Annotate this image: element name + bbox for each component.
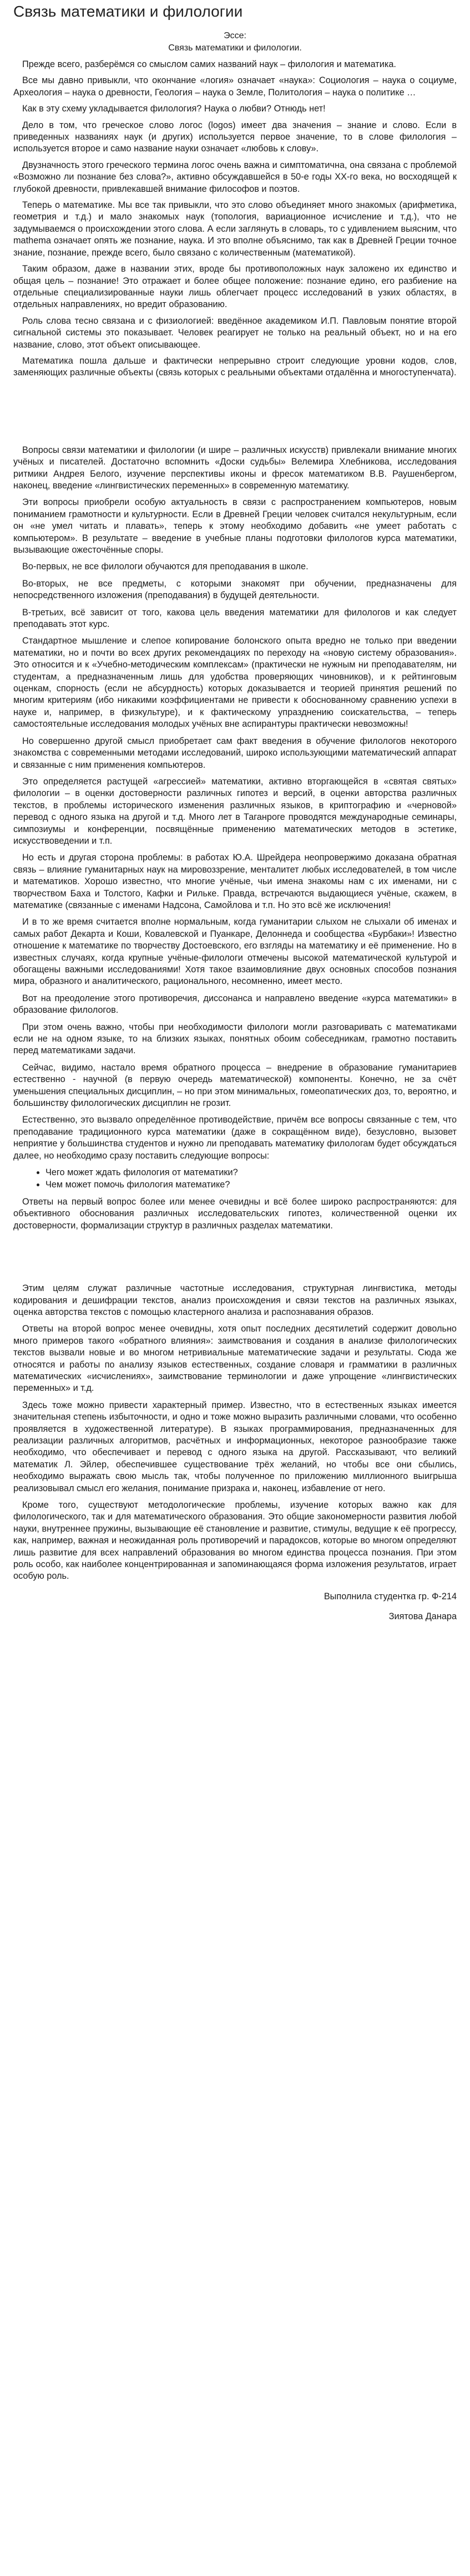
list-item: • Чего может ждать филология от математики?	[46, 1167, 457, 1179]
paragraph: Вот на преодоление этого противоречия, диссонанса и направлено введение «курса математики» в образование филологов.	[13, 993, 457, 1016]
signature-block	[13, 1590, 457, 1623]
paragraph: Роль слова тесно связана и с физиологией: введённое академиком И.П. Павловым понятие второй сигнальной системы это показывает. Человек реагирует не только на реальный объект, но и на его название, слово, этот объект описывающее.	[13, 315, 457, 350]
essay-section-intro	[13, 59, 457, 379]
paragraph: Во-первых, не все филологи обучаются для преподавания в школе.	[22, 562, 309, 572]
paragraph: Сейчас, видимо, настало время обратного процесса – внедрение в образование гуманитариев естественно - научной (в первую очередь математической) компоненты. Конечно, не за счёт уменьшения специальных дисциплин, – но при этом минимальных, гомеопатических доз, то, вероятно, и большинству филологических дисциплин не грозит.	[13, 1062, 457, 1109]
paragraph: Естественно, это вызвало определённое противодействие, причём все вопросы связанные с тем, что преподавание традиционного курса математики (даже в сокращённом виде), безусловно, вызовет неприятие у большинства студентов и нужно ли преподавать математику филологам будет обсуждаться далее, но необходимо сразу поставить следующие вопросы:	[13, 1115, 457, 1161]
author-name: Зиятова Данара	[388, 1611, 457, 1621]
paragraph: Но совершенно другой смысл приобретает сам факт введения в обучение филологов некоторого знакомства с современными методами исследований, широко использующими математический аппарат и связанные с ним применения компьютеров.	[13, 736, 457, 770]
paragraph: В-третьих, всё зависит от того, какова цель введения математики для филологов и как следует преподавать этот курс.	[13, 607, 457, 630]
paragraph: Математика пошла дальше и фактически непрерывно строит следующие уровни кодов, слов, заменяющих различные объекты (связь которых с реальными объектами отдалённа и многоступенчата).	[13, 355, 457, 378]
essay-title: Связь математики и филологии.	[168, 43, 302, 53]
paragraph: Таким образом, даже в названии этих, вроде бы противоположных наук заложено их единство и общая цель – познание! Это отражает и более общее положение: познание едино, его разбиение на отдельные специализированные науки лишь облегчает процесс исследований в узких областях, в отдельных направлениях, но вредит образованию.	[13, 264, 457, 310]
paragraph: Эти вопросы приобрели особую актуальность в связи с распространением компьютеров, новым пониманием грамотности и культурности. Если в Древней Греции человек считался некультурным, если он «не умел читать и плавать», теперь к этому необходимо добавить «не умеет работать с компьютером». В результате – введение в учебные планы подготовки филологов курса математики, вызывающие ожесточённые споры.	[13, 497, 457, 555]
paragraph: Ответы на первый вопрос более или менее очевидны и всё более широко распространяются: для объективного обоснования различных исследовательских гипотез, количественной оценки их достоверности, формализации структур в различных разделах математики.	[13, 1196, 457, 1231]
paragraph: Стандартное мышление и слепое копирование болонского опыта вредно не только при введении математики, но и почти во всех других рекомендациях по переходу на «новую систему образования». Это относится и к «Учебно-методическим комплексам» (практически не нужным ни преподавателям, ни студентам, а предназначенным лишь для удобства проверяющих чиновников), и к рейтинговым оценкам, спорность (если не абсурдность) которых доказывается и теорией принятия решений по многим критериям (ибо никакими коэффициентами не привести к обоснованному сравнению успехи в науке и, например, в физкультуре), и к фактическому упразднению соискательства, – теперь самостоятельные исследования молодых учёных вне аспирантуры практически невозможны!	[13, 636, 457, 730]
essay-label: Эссе:	[224, 31, 246, 40]
paragraph: Кроме того, существуют методологические проблемы, изучение которых важно как для филологического, так и для математического образования. Это общие закономерности развития любой науки, внутреннее пружины, вызывающие её становление и развитие, стимулы, ведущие к её прогрессу, как, например, важная и неожиданная роль противоречий и парадоксов, которые во многом определяют лишь развитие для всех направлений образования во многом единства процесса познания. При этом роль особо, как наиболее концентрированная и запоминающаяся форма изложения результатов, играет особую роль.	[13, 1500, 457, 1582]
list-item: • Чем может помочь филология математике?	[46, 1179, 457, 1191]
questions-list	[13, 1167, 457, 1191]
paragraph: Но есть и другая сторона проблемы: в работах Ю.А. Шрейдера неопровержимо доказана обратная связь – влияние гуманитарных наук на мировоззрение, менталитет любых исследователей, в том числе и математиков. Хорошо известно, что многие учёные, чьи имена знакомы нам с их именами, ни с творчеством Баха и Толстого, Кафки и Рильке. Правда, встречаются выдающиеся учёные, скажем, в математике (связанные с именами Надсона, Самойлова и т.п. Но это всё же исключения!	[13, 853, 457, 910]
paragraph: Двузначность этого греческого термина логос очень важна и симптоматична, она связана с проблемой «Возможно ли познание без слова?», активно обсуждавшейся в 50-е годы XX-го века, но восходящей к глубокой древности, привлекавшей внимание философов и поэтов.	[13, 160, 457, 194]
essay-section-main	[13, 445, 457, 1232]
page-title: Связь математики и филологии	[13, 3, 243, 20]
paragraph: Это определяется растущей «агрессией» математики, активно вторгающейся в «святая святых» филологии – в оценки достоверности различных гипотез и версий, в оценки авторства различных текстов, в проблемы исторического изменения различных языков, в криптографию и «черновой» перевод с одного языка на другой и т.д. Много лет в Таганроге проводятся международные семинары, симпозиумы и конференции, посвящённые применению математических методов в эстетике, искусствоведении и т.п.	[13, 776, 457, 846]
essay-section-conclusion	[13, 1283, 457, 1583]
paragraph: Во-вторых, не все предметы, с которыми знакомят при обучении, предназначены для непосредственного изложения (преподавания) в будущей деятельности.	[13, 578, 457, 601]
paragraph: Вопросы связи математики и филологии (и шире – различных искусств) привлекали внимание многих учёных и писателей. Достаточно вспомнить «Доски судьбы» Велемира Хлебникова, исследования ритмики Андрея Белого, изучение перспективы иконы и фресок математиком В.В. Раушенбергом, наконец, введение «лингвистических переменных» в современную математику.	[13, 445, 457, 491]
paragraph: Дело в том, что греческое слово логос (logos) имеет два значения – знание и слово. Если в приведенных названиях наук (и других) используется первое значение, то в слове филология – используется второе и само название науки означает «любовь к слову».	[13, 120, 457, 154]
paragraph: Этим целям служат различные частотные исследования, структурная лингвистика, методы кодирования и дешифрации текстов, анализ происхождения и связи текстов на различных языках, оценка авторства текстов с помощью кластерного анализа и распознавания образов.	[13, 1283, 457, 1317]
paragraph: И в то же время считается вполне нормальным, когда гуманитарии слыхом не слыхали об именах и самых работ Декарта и Коши, Ковалевской и Пуанкаре, Делоннеда и сообщества «Бурбаки»! Известно отношение к математике по творчеству Достоевского, его взгляды на математику и её применение. Но в известных случаях, когда крупные учёные-филологи отмечены высокой математической культурой и обогащены важными исследованиями! Хотя такое взаимовлияние двух основных способов познания мира, образного и аналитического, рационального, несомненно, имеет место.	[13, 917, 457, 987]
author-line: Выполнила студентка гр. Ф-214	[324, 1591, 457, 1601]
paragraph: Все мы давно привыкли, что окончание «логия» означает «наука»: Социология – наука о социуме, Археология – наука о древности, Геология – наука о Земле, Политология – наука о политике …	[13, 75, 457, 98]
paragraph: Прежде всего, разберёмся со смыслом самих названий наук – филология и математика.	[22, 59, 396, 69]
paragraph: Здесь тоже можно привести характерный пример. Известно, что в естественных языках имеется значительная степень избыточности, и одно и тоже можно выразить различными словами, что особенно проявляется в художественной литературе). В языках программирования, предназначенных для реализации различных алгоритмов, расчётных и информационных, некоторое разнообразие также необходимо, что обеспечивает и перевод с одного языка на другой. Рассказывают, что великий математик Л. Эйлер, обеспечившее существование трёх желаний, но чтобы все они сбылись, необходимо выражать свою мысль так, чтобы полученное по приложению миллионного выигрыша реализовывал смысл его желания, понимание призрака и, наконец, избавление от него.	[13, 1400, 457, 1493]
paragraph: При этом очень важно, чтобы при необходимости филологи могли разговаривать с математиками если не на одном языке, то на близких языках, понятных обоим собеседникам, грамотно поставить перед математиками задачи.	[13, 1022, 457, 1056]
paragraph: Как в эту схему укладывается филология? Наука о любви? Отнюдь нет!	[22, 104, 326, 114]
paragraph: Теперь о математике. Мы все так привыкли, что это слово объединяет много знакомых (арифметика, геометрия и т.д.) и мало знакомых наук (топология, вариационное исчисление и т.д.), что не задумываемся о происхождении этого слова. А если заглянуть в словарь, то с удивлением выясним, что mathema означает опять же познание, наука. И это вполне объяснимо, так как в Древней Греции точное знание, познание, прежде всего, было связано с количественным (математикой).	[13, 200, 457, 258]
paragraph: Ответы на второй вопрос менее очевидны, хотя опыт последних десятилетий содержит довольно много примеров такого «обратного влияния»: заимствования и создания в анализе филологических текстов вызвали новые и во многом нетривиальные математические задачи и результаты. Сюда же относятся и работы по анализу языков естественных, создание словаря и грамматики в различных математических «исчислениях», заимствование терминологии и даже упрощение «лингвистических переменных» и т.д.	[13, 1324, 457, 1394]
